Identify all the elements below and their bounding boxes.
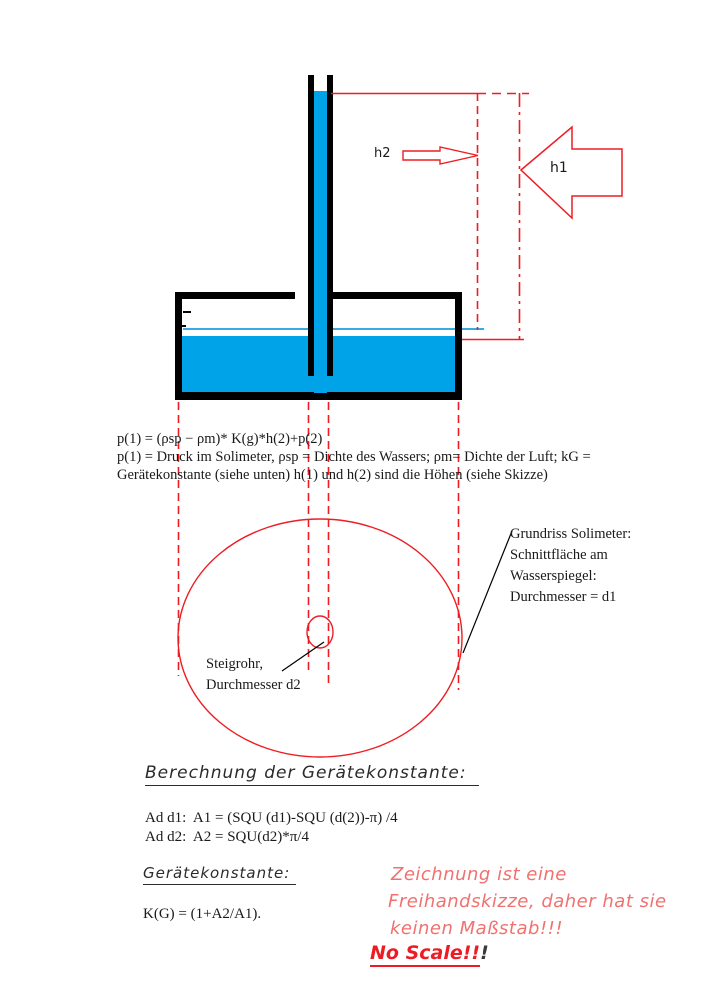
steigrohr-label-line-2: Durchmesser d2 [206,677,301,693]
formula-ad-d1: Ad d1: A1 = (SQU (d1)-SQU (d(2))-π) /4 [145,810,398,826]
level-tick [183,311,191,313]
riser-tube-wall-right [327,75,333,376]
h1-label: h1 [550,160,568,176]
grundriss-label-line-4: Durchmesser = d1 [510,589,617,605]
level-tick-small [181,325,186,327]
formula-explanation-line-1: p(1) = Druck im Solimeter, ρsp = Dichte des Wassers; ρm= Dichte der Luft; kG = [117,449,591,465]
grundriss-label-line-2: Schnittfläche am [510,547,608,563]
konstante-formula: K(G) = (1+A2/A1). [143,906,262,922]
no-scale-note [370,942,489,964]
steigrohr-label-line-1: Steigrohr, [206,656,264,672]
container-top-right [332,292,462,299]
no-scale-text: No Scale!! [370,942,480,967]
riser-tube-wall-left [308,75,314,376]
leader-line-steigrohr [282,642,324,671]
formula-ad-d2: Ad d2: A2 = SQU(d2)*π/4 [145,829,309,845]
grundriss-label-line-1: Grundriss Solimeter: [510,526,632,542]
grundriss-label-line-3: Wasserspiegel: [510,568,597,584]
leader-line-grundriss [463,531,512,653]
h2-arrow-icon [403,147,478,164]
no-scale-suffix: ! [480,942,489,964]
sketch-note-line-3: keinen Maßstab!!! [390,918,564,939]
container-bottom [175,392,462,400]
h2-label: h2 [374,146,391,161]
sketch-note-line-2: Freihandskizze, daher hat sie [388,891,667,912]
formula-explanation-line-2: Gerätekonstante (siehe unten) h(1) und h(2) sind die Höhen (siehe Skizze) [117,467,548,483]
pressure-formula: p(1) = (ρsp − ρm)* K(g)*h(2)+p(2) [117,431,323,447]
konstante-heading: Gerätekonstante: [143,864,296,885]
h1-arrow-icon [521,127,622,218]
container-wall-left [175,292,182,400]
plan-circle-d1 [178,519,462,757]
plan-circle-d2 [307,616,333,648]
container-wall-right [455,292,462,400]
calculation-heading: Berechnung der Gerätekonstante: [145,763,479,786]
sketch-note-line-1: Zeichnung ist eine [391,864,567,885]
container-top-left [175,292,295,299]
riser-tube-water [314,91,327,393]
